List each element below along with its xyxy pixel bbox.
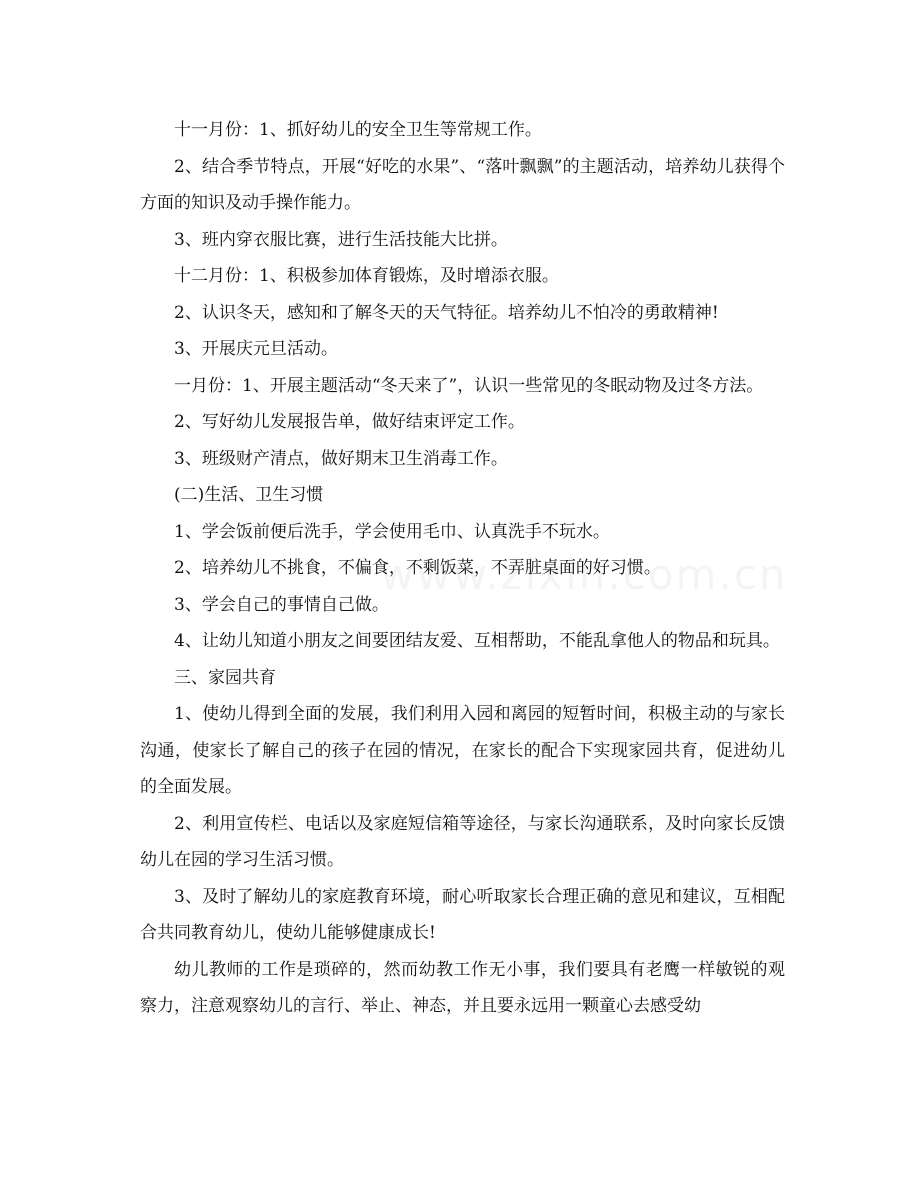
paragraph: 3、及时了解幼儿的家庭教育环境，耐心听取家长合理正确的意见和建议，互相配合共同教育幼儿，使幼儿能够健康成长! [140,886,785,943]
section-heading: 三、家园共育 [174,667,276,688]
paragraph: 1、使幼儿得到全面的发展，我们利用入园和离园的短暂时间，积极主动的与家长沟通，使家长了解自己的孩子在园的情况，在家长的配合下实现家园共育，促进幼儿的全面发展。 [140,704,785,797]
paragraph: 2、培养幼儿不挑食，不偏食，不剩饭菜，不弄脏桌面的好习惯。 [174,558,661,578]
document-body [140,112,785,1025]
paragraph: 2、认识冬天，感知和了解冬天的天气特征。培养幼儿不怕冷的勇敢精神! [174,302,719,323]
paragraph: 2、写好幼儿发展报告单，做好结束评定工作。 [174,412,525,432]
paragraph: 4、让幼儿知道小朋友之间要团结友爱、互相帮助，不能乱拿他人的物品和玩具。 [174,631,780,651]
paragraph: 3、班级财产清点，做好期末卫生消毒工作。 [174,448,508,469]
paragraph: 幼儿教师的工作是琐碎的，然而幼教工作无小事，我们要具有老鹰一样敏锐的观察力，注意观察幼儿的言行、举止、神态，并且要永远用一颗童心去感受幼 [140,959,785,1016]
paragraph: 3、开展庆元旦活动。 [174,339,338,359]
paragraph: 2、利用宣传栏、电话以及家庭短信箱等途径，与家长沟通联系，及时向家长反馈幼儿在园的学习生活习惯。 [140,813,785,870]
paragraph: 1、学会饭前便后洗手，学会使用毛巾、认真洗手不玩水。 [174,521,610,542]
paragraph: 3、班内穿衣服比赛，进行生活技能大比拼。 [174,229,508,250]
paragraph: 十二月份：1、积极参加体育锻炼，及时增添衣服。 [174,266,559,286]
paragraph: 3、学会自己的事情自己做。 [174,594,389,615]
paragraph: 2、结合季节特点，开展“好吃的水果”、“落叶飘飘”的主题活动，培养幼儿获得个方面的知识及动手操作能力。 [140,156,785,213]
section-heading: (二)生活、卫生习惯 [174,485,324,505]
paragraph: 一月份：1、开展主题活动“冬天来了”，认识一些常见的冬眠动物及过冬方法。 [174,375,764,396]
paragraph: 十一月份：1、抓好幼儿的安全卫生等常规工作。 [174,120,542,140]
